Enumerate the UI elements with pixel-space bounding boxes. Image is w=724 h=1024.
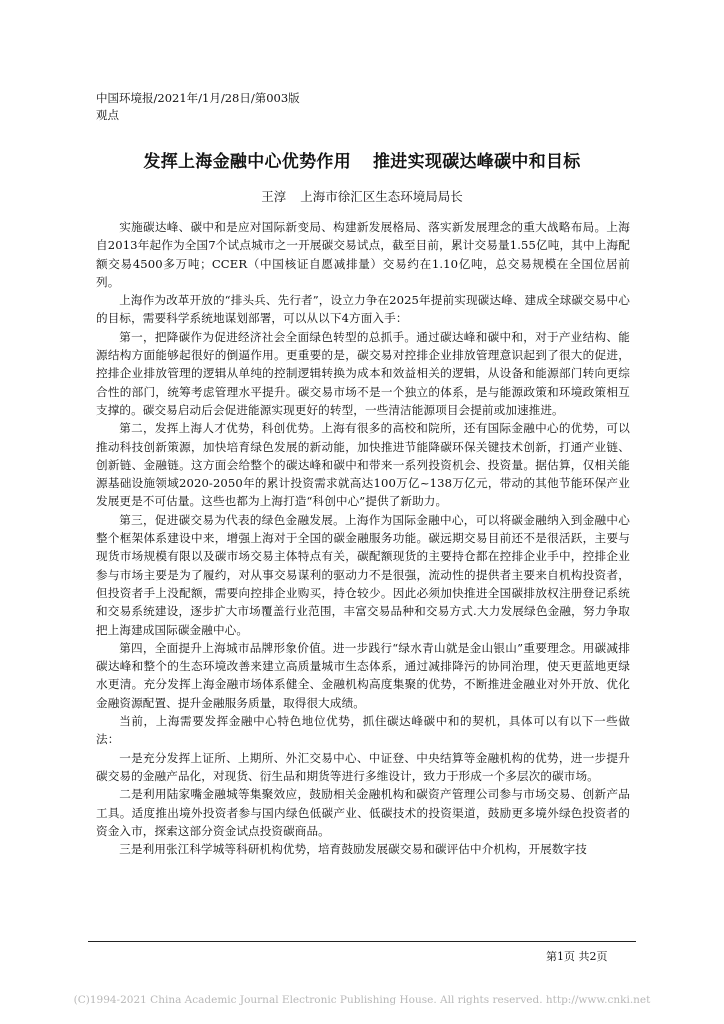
paragraph: 第一，把降碳作为促进经济社会全面绿色转型的总抓手。通过碳达峰和碳中和，对于产业结构、能源结构方面能够起很好的倒逼作用。更重要的是，碳交易对控排企业排放管理意识起到了很大的促进，控排企业排放管理的逻辑从单纯的控制逻辑转换为成本和效益相关的逻辑，从设备和能源部门转向更综合性的部门，统筹考虑管理水平提升。碳交易市场不是一个独立的体系，是与能源政策和环境政策相互支撑的。碳交易启动后会促进能源实现更好的转型，一些清洁能源项目会提前或加速推进。	[96, 329, 630, 417]
paragraph: 二是利用陆家嘴金融城等集聚效应，鼓励相关金融机构和碳资产管理公司参与市场交易、创新产品工具。适度推出境外投资者参与国内绿色低碳产业、低碳技术的投资渠道，鼓励更多境外绿色投资者的资金入市，探索这部分资金试点投资碳商品。	[96, 787, 630, 838]
page-number: 第1页 共2页	[546, 950, 608, 963]
paragraph: 第三，促进碳交易为代表的绿色金融发展。上海作为国际金融中心，可以将碳金融纳入到金融中心整个框架体系建设中来，增强上海对于全国的碳金融服务功能。碳远期交易目前还不是很活跃，主要与现货市场规模有限以及碳市场交易主体特点有关，碳配额现货的主要持仓都在控排企业手中，控排企业参与市场主要是为了履约，对从事交易谋利的驱动力不是很强，流动性的提供者主要来自机构投资者，但投资者手上没配额，需要向控排企业购买，持仓较少。因此必须加快推进全国碳排放权注册登记系统和交易系统建设，逐步扩大市场覆盖行业范围，丰富交易品种和交易方式.大力发展绿色金融，努力争取把上海建成国际碳金融中心。	[96, 512, 630, 637]
section-label: 观点	[96, 108, 119, 122]
paragraph: 三是利用张江科学城等科研机构优势，培育鼓励发展碳交易和碳评估中介机构，开展数字技	[119, 842, 587, 857]
paragraph: 第四，全面提升上海城市品牌形象价值。进一步践行“绿水青山就是金山银山”重要理念。用碳减排碳达峰和整个的生态环境改善来建立高质量城市生态体系，通过减排降污的协同治理，使天更蓝地更绿水更清。充分发挥上海金融市场体系健全、金融机构高度集聚的优势，不断推进金融业对外开放、优化金融资源配置、提升金融服务质量，取得很大成绩。	[96, 640, 630, 710]
paragraph: 上海作为改革开放的“排头兵、先行者”，设立力争在2025年提前实现碳达峰、建成全球碳交易中心的目标，需要科学系统地谋划部署，可以从以下4方面入手：	[96, 293, 630, 326]
paragraph: 第二，发挥上海人才优势，科创优势。上海有很多的高校和院所，还有国际金融中心的优势，可以推动科技创新策源，加快培育绿色发展的新动能，加快推进节能降碳环保关键技术创新，打通产业链、创新链、金融链。这方面会给整个的碳达峰和碳中和带来一系列投资机会、投资量。据估算，仅相关能源基础设施领域2020-2050年的累计投资需求就高达100万亿~138万亿元，带动的其他节能环保产业发展更是不可估量。这些也都为上海打造“科创中心”提供了新助力。	[96, 421, 630, 509]
paragraph: 一是充分发挥上证所、上期所、外汇交易中心、中证登、中央结算等金融机构的优势，进一步提升碳交易的金融产品化，对现货、衍生品和期货等进行多维设计，致力于形成一个多层次的碳市场。	[96, 750, 630, 783]
article-title	[0, 147, 724, 172]
title-part-1: 发挥上海金融中心优势作用	[143, 152, 351, 172]
copyright-notice: (C)1994-2021 China Academic Journal Electronic Publishing House. All rights reserved. http://www.cnki.net	[73, 994, 651, 1006]
article-header	[96, 90, 300, 124]
source-line: 中国环境报/2021年/1月/28日/第003版	[96, 91, 300, 105]
footer-divider	[88, 941, 636, 942]
paragraph: 当前，上海需要发挥金融中心特色地位优势，抓住碳达峰碳中和的契机，具体可以有以下一些做法：	[96, 714, 630, 747]
article-body	[96, 218, 630, 858]
paragraph: 实施碳达峰、碳中和是应对国际新变局、构建新发展格局、落实新发展理念的重大战略布局。上海自2013年起作为全国7个试点城市之一开展碳交易试点，截至目前，累计交易量1.55亿吨，其中上海配额交易4500多万吨；CCER（中国核证自愿减排量）交易约在1.10亿吨，总交易规模在全国位居前列。	[96, 220, 630, 289]
byline	[0, 187, 724, 205]
author-affiliation: 上海市徐汇区生态环境局局长	[300, 189, 463, 204]
author-name: 王淳	[261, 189, 287, 204]
title-part-2: 推进实现碳达峰碳中和目标	[373, 152, 581, 172]
